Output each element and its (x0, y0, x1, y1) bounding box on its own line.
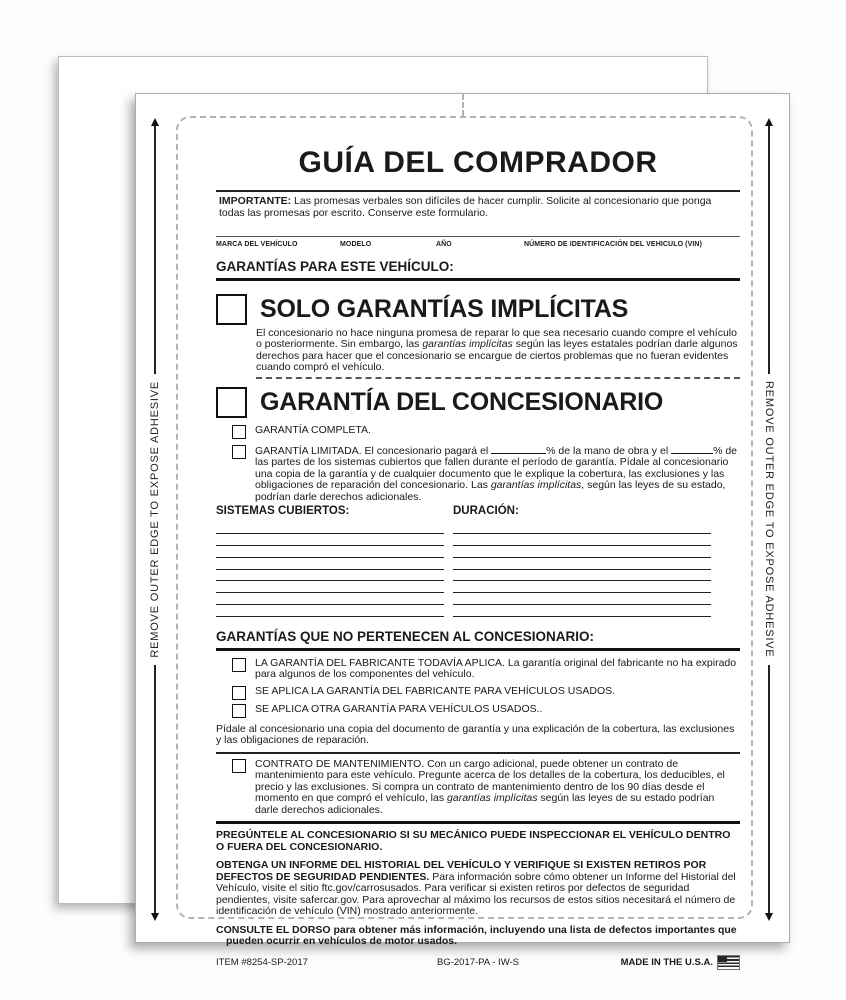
dealer-warranty-title: GARANTÍA DEL CONCESIONARIO (260, 388, 664, 416)
item-number: ITEM #8254-SP-2017 (216, 956, 308, 968)
write-in-line[interactable] (453, 581, 711, 593)
non-dealer-section-heading: GARANTÍAS QUE NO PERTENECEN AL CONCESIONARIO: (216, 629, 740, 651)
form-content (216, 134, 740, 970)
labor-percent-blank[interactable] (491, 445, 546, 454)
systems-covered-lines (216, 523, 444, 617)
importante-text: Las promesas verbales son difíciles de hacer cumplir. Solicite al concesionario que ponga todas las promesas por escrito. Conserve este formulario. (219, 195, 712, 219)
implied-only-description: El concesionario no hace ninguna promesa de reparar lo que sea necesario cuando compre el vehículo o posteriormente. Sin embargo, las garantías implícitas según las leyes estatales podrían darle algunos derechos para hacer que el concesionario se encargue de ciertos problemas que no fueran evidentes cuando compró el vehículo. (256, 326, 738, 373)
arrow-up-icon (765, 118, 773, 126)
write-in-line[interactable] (216, 581, 444, 593)
implied-only-option (216, 294, 740, 325)
write-in-line[interactable] (216, 558, 444, 570)
left-tear-strip-label: REMOVE OUTER EDGE TO EXPOSE ADHESIVE (149, 381, 161, 658)
used-vehicle-mfr-warranty-checkbox[interactable] (232, 686, 246, 700)
write-in-line[interactable] (216, 593, 444, 605)
systems-covered-label: SISTEMAS CUBIERTOS: (216, 505, 350, 517)
implied-only-title: SOLO GARANTÍAS IMPLÍCITAS (260, 295, 629, 323)
top-perforation-slit (462, 94, 464, 116)
used-vehicle-mfr-warranty-row: SE APLICA LA GARANTÍA DEL FABRICANTE PARA VEHÍCULOS USADOS. (232, 686, 740, 700)
left-tear-strip (147, 118, 163, 921)
write-in-area (216, 523, 740, 617)
write-in-line[interactable] (216, 546, 444, 558)
made-in-usa: MADE IN THE U.S.A. (555, 955, 740, 970)
write-in-line[interactable] (453, 523, 711, 535)
limited-warranty-row (232, 445, 740, 504)
write-in-line[interactable] (453, 605, 711, 617)
parts-percent-blank[interactable] (671, 445, 713, 454)
right-tear-strip (761, 118, 777, 921)
arrow-up-icon (151, 118, 159, 126)
vehicle-info-fields (216, 236, 740, 251)
form-title: GUÍA DEL COMPRADOR (298, 146, 658, 179)
service-contract-row (232, 759, 740, 817)
full-warranty-row (232, 425, 740, 439)
importante-lead: IMPORTANTE: (219, 195, 292, 207)
write-in-line[interactable] (453, 534, 711, 546)
field-label-vin[interactable]: NÚMERO DE IDENTIFICACIÓN DEL VEHICULO (VIN) (524, 241, 703, 248)
write-in-line[interactable] (216, 570, 444, 582)
section-divider (216, 821, 740, 824)
write-in-line[interactable] (453, 546, 711, 558)
section-divider (216, 752, 740, 754)
write-in-line[interactable] (216, 523, 444, 535)
usa-flag-icon (717, 955, 740, 970)
manufacturer-warranty-checkbox[interactable] (232, 658, 246, 672)
manufacturer-warranty-row: LA GARANTÍA DEL FABRICANTE TODAVÍA APLICA. La garantía original del fabricante no ha expirado para algunos de los componentes del vehículo. (232, 658, 740, 681)
vehicle-history-advice: OBTENGA UN INFORME DEL HISTORIAL DEL VEHÍCULO Y VERIFIQUE SI EXISTEN RETIROS POR DEFECTOS DE SEGURIDAD PENDIENTES. Para información sobre cómo obtener un Informe del Historial del Vehículo, visite el sitio ftc.gov/carrosusados. Para verificar si existen retiros por defectos de seguridad pendientes, visite safercar.gov. Para aprovechar al máximo los recursos de estos sitios necesitará el número de identificación de vehículo (VIN) mostrado anteriormente. (216, 859, 736, 918)
full-warranty-checkbox[interactable] (232, 425, 246, 439)
field-label-make[interactable]: MARCA DEL VEHÍCULO (216, 241, 298, 248)
write-in-line[interactable] (216, 605, 444, 617)
field-label-model[interactable]: MODELO (340, 241, 372, 248)
write-in-line[interactable] (453, 570, 711, 582)
dealer-warranty-checkbox[interactable] (216, 387, 247, 418)
warranties-section-heading: GARANTÍAS PARA ESTE VEHÍCULO: (216, 259, 740, 281)
duration-label: DURACIÓN: (453, 505, 519, 517)
arrow-down-icon (765, 913, 773, 921)
dealer-warranty-option (216, 387, 740, 418)
non-dealer-note: Pídale al concesionario una copia del documento de garantía y una explicación de la cobertura, las exclusiones y las obligaciones de reparación. (216, 722, 735, 747)
limited-warranty-text: GARANTÍA LIMITADA. El concesionario pagará el % de la mano de obra y el % de las partes de los sistemas cubiertos que fallen durante el período de garantía. Pídale al concesionario una copia de la garantía y de cualquier documento que le explique la cobertura, las exclusiones y las obligaciones de reparación del concesionario. Las garantías implícitas, según las leyes de su estado, podrían darle derechos adicionales. (255, 444, 738, 503)
service-contract-checkbox[interactable] (232, 759, 246, 773)
other-used-warranty-checkbox[interactable] (232, 704, 246, 718)
importante-notice (216, 190, 740, 227)
limited-warranty-checkbox[interactable] (232, 445, 246, 459)
inspection-advice: PREGÚNTELE AL CONCESIONARIO SI SU MECÁNICO PUEDE INSPECCIONAR EL VEHÍCULO DENTRO O FUERA DEL CONCESIONARIO. (216, 829, 731, 853)
right-tear-strip-label: REMOVE OUTER EDGE TO EXPOSE ADHESIVE (763, 381, 775, 658)
field-label-year[interactable]: AÑO (436, 241, 452, 248)
other-used-warranty-row: SE APLICA OTRA GARANTÍA PARA VEHÍCULOS USADOS.. (232, 704, 740, 718)
systems-duration-labels (216, 506, 740, 518)
full-warranty-label: GARANTÍA COMPLETA. (255, 423, 371, 436)
see-back-note: CONSULTE EL DORSO para obtener más información, incluyendo una lista de defectos importantes que pueden ocurrir en vehículos de motor usados. (216, 923, 737, 948)
write-in-line[interactable] (453, 558, 711, 570)
dashed-separator (256, 377, 740, 379)
form-code: BG-2017-PA - IW-S (436, 956, 519, 968)
write-in-line[interactable] (216, 534, 444, 546)
form-footer (216, 955, 740, 970)
arrow-down-icon (151, 913, 159, 921)
service-contract-text: CONTRATO DE MANTENIMIENTO. Con un cargo adicional, puede obtener un contrato de mantenimiento para este vehículo. Pregunte acerca de los detalles de la cobertura, los deducibles, el precio y las exclusiones. Si compra un contrato de mantenimiento dentro de los 90 días desde el momento en que compró el vehículo, las garantías implícitas según las leyes de su estado podrían darle derechos adicionales. (255, 757, 725, 816)
write-in-line[interactable] (453, 593, 711, 605)
duration-lines (453, 523, 711, 617)
implied-only-checkbox[interactable] (216, 294, 247, 325)
buyers-guide-form (135, 93, 790, 968)
